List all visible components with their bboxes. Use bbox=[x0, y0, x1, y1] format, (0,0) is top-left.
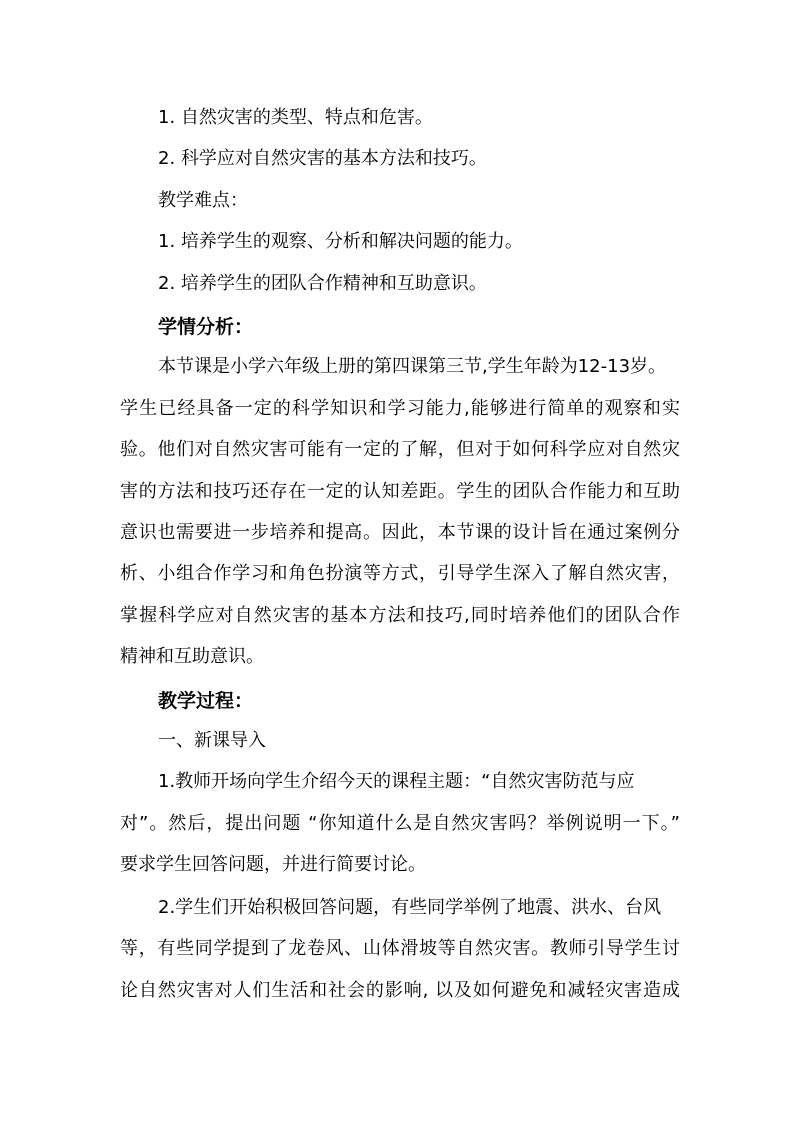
difficulty-heading: 教学难点： bbox=[158, 190, 248, 211]
analysis-line-2: 学生已经具备一定的科学知识和学习能力,能够进行简单的观察和实 bbox=[120, 398, 680, 419]
para1-line-2: 对”。然后，提出问题 “你知道什么是自然灾害吗？举例说明一下。” bbox=[120, 813, 680, 834]
difficulty-point-1: 1. 培养学生的观察、分析和解决问题的能力。 bbox=[158, 231, 523, 252]
analysis-line-5: 意识也需要进一步培养和提高。因此，本节课的设计旨在通过案例分 bbox=[120, 522, 680, 543]
analysis-line-6: 析、小组合作学习和角色扮演等方式，引导学生深入了解自然灾害， bbox=[120, 563, 680, 584]
key-point-1: 1. 自然灾害的类型、特点和危害。 bbox=[158, 107, 433, 128]
difficulty-point-2: 2. 培养学生的团队合作精神和互助意识。 bbox=[158, 273, 487, 294]
para1-line-3: 要求学生回答问题，并进行简要讨论。 bbox=[120, 854, 426, 875]
para2-line-2: 等，有些同学提到了龙卷风、山体滑坡等自然灾害。教师引导学生讨 bbox=[120, 938, 680, 959]
analysis-line-7: 掌握科学应对自然灾害的基本方法和技巧,同时培养他们的团队合作 bbox=[120, 605, 680, 626]
analysis-line-3: 验。他们对自然灾害可能有一定的了解，但对于如何科学应对自然灾 bbox=[120, 439, 680, 460]
teaching-process-heading: 教学过程： bbox=[158, 690, 254, 712]
student-analysis-heading: 学情分析： bbox=[158, 316, 254, 338]
para2-line-1: 2.学生们开始积极回答问题，有些同学举例了地震、洪水、台风 bbox=[158, 897, 662, 918]
analysis-line-4: 害的方法和技巧还存在一定的认知差距。学生的团队合作能力和互助 bbox=[120, 481, 680, 502]
analysis-line-8: 精神和互助意识。 bbox=[120, 646, 264, 667]
analysis-line-1: 本节课是小学六年级上册的第四课第三节,学生年龄为12-13岁。 bbox=[158, 356, 667, 377]
para1-line-1: 1.教师开场向学生介绍今天的课程主题：“自然灾害防范与应 bbox=[158, 771, 635, 792]
section-1-title: 一、新课导入 bbox=[158, 730, 266, 751]
key-point-2: 2. 科学应对自然灾害的基本方法和技巧。 bbox=[158, 148, 487, 169]
para2-line-3: 论自然灾害对人们生活和社会的影响, 以及如何避免和减轻灾害造成 bbox=[120, 980, 680, 1001]
